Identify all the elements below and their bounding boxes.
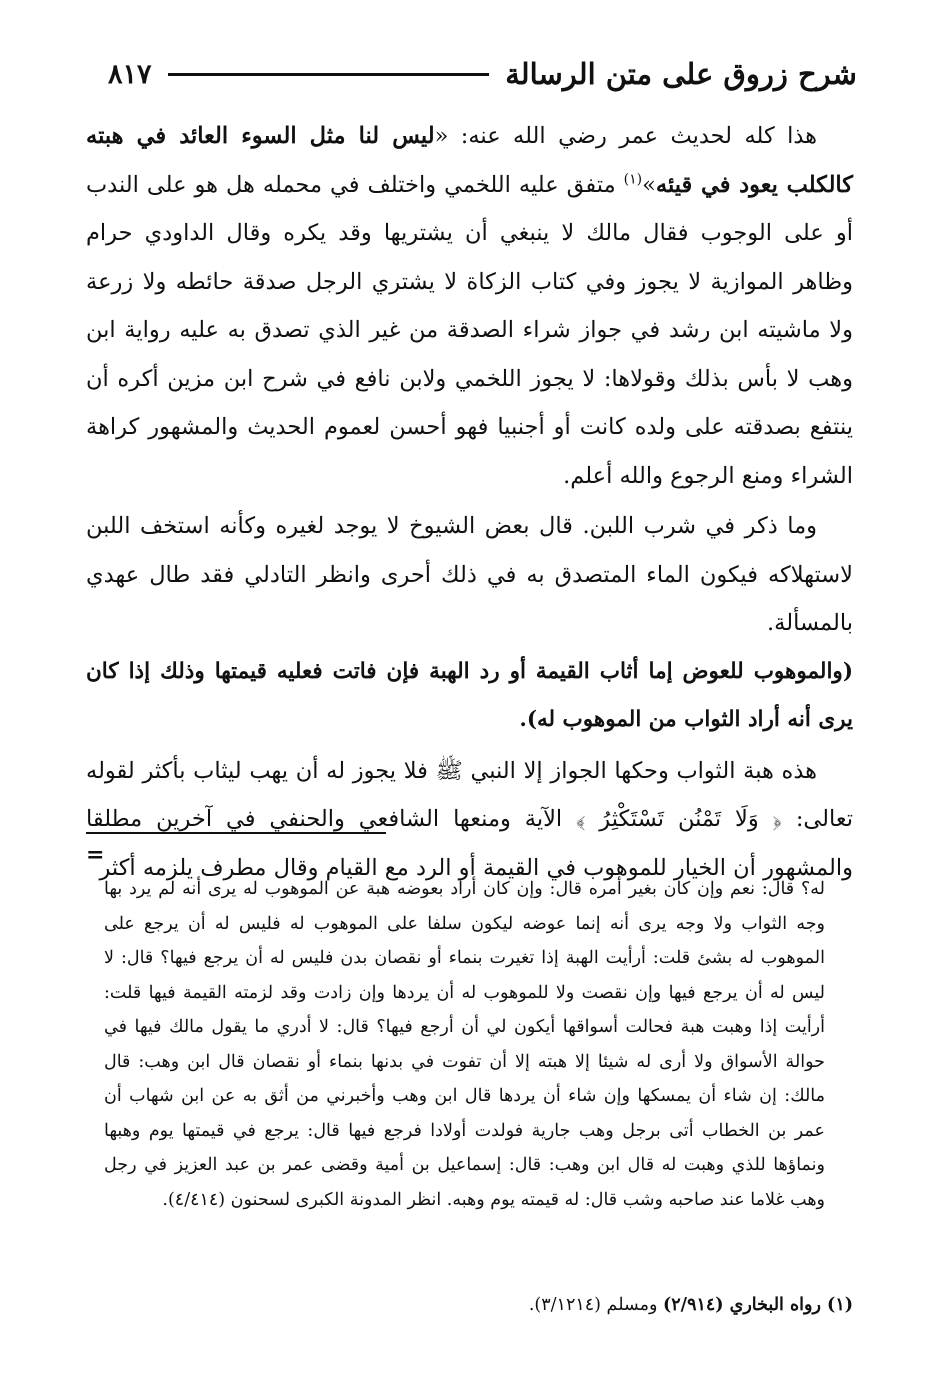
p4-part-b: الآية ومنعها الشافعي والحنفي في آخرين مطلقا والمشهور أن الخيار للموهوب في القيمة أو الرد مع القيام وقال مطرف يلزمه أكثر	[86, 806, 853, 881]
paragraph-commentary-1	[86, 112, 853, 500]
p1-close: »	[642, 171, 656, 198]
p1-intro: هذا كله لحديث عمر رضي الله عنه: «	[434, 123, 818, 149]
p4-part-a: هذه هبة الثواب وحكها الجواز إلا النبي ﷺ فلا يجوز له أن يهب ليثاب بأكثر لقوله تعالى:	[86, 757, 854, 832]
book-title: شرح زروق على متن الرسالة	[505, 57, 857, 91]
matn-text: (والموهوب للعوض إما أثاب القيمة أو رد الهبة فإن فاتت فعليه قيمتها وذلك إذا كان يرى أنه أراد الثواب من الموهوب له).	[86, 658, 853, 732]
quran-verse: ﴿ وَلَا تَمْنُن تَسْتَكْثِرُ ﴾	[576, 806, 782, 832]
footnote-continuation-marker: =	[86, 842, 105, 868]
main-text	[86, 112, 853, 892]
paragraph-commentary-3	[86, 747, 853, 893]
footnote-continued-text: له؟ قال: نعم وإن كان بغير أمره قال: وإن كان أراد بعوضه هبة عن الموهوب له يرى أنه لم يرد بها وجه الثواب ولا وجه يرى أنه إنما عوضه ليكون سلفا على الموهوب له فليس له أن يرجع على الموهوب له بشئ قلت: أرأيت الهبة إذا تغيرت بنماء أو نقصان بدن فليس له أن يرجع فيها؟ قال: لا ليس له أن يرجع فيها وإن نقصت ولا للموهوب له أن يردها وإن زادت وقد لزمته القيمة فيها قلت: أرأيت إذا وهبت هبة فحالت أسواقها أيكون لي أن أرجع فيها؟ قال: لا أدري ما يقول مالك فيها في حوالة الأسواق ولا أرى له شيئا إلا هبته إلا أن تفوت في بدنها بنماء أو نقصان قال ابن وهب: قال مالك: إن شاء أن يمسكها وإن شاء أن يردها قال ابن وهب وأخبرني من أثق به عن ابن شهاب أن عمر بن الخطاب أتى برجل وهب جارية فولدت أولادا فرجع فيها قال: يرجع في قيمتها يوم وهبها ونماؤها للذي وهبت له قال ابن وهب: قال: إسماعيل بن أمية وقضى عمر بن عبد العزيز في رجل وهب غلاما عند صاحبه وشب قال: له قيمته يوم وهبه. انظر المدونة الكبرى لسحنون (٤/٤١٤).	[104, 879, 825, 1210]
footnotes-section	[104, 872, 825, 1217]
footnote-1-rest: ومسلم (٣/١٢١٤).	[528, 1295, 663, 1315]
footnote-separator	[86, 832, 386, 834]
footnote-ref-1[interactable]: (١)	[623, 171, 643, 187]
page-number: ٨١٧	[108, 58, 152, 90]
p1-rest: متفق عليه اللخمي واختلف في محمله هل هو على الندب أو على الوجوب فقال مالك لا ينبغي أن يشتريها وقد يكره وقال الداودي حرام وظاهر الموازية لا يجوز وفي كتاب الزكاة لا يشتري الرجل صدقة حائطه ولا زرعة ولا ماشيته ابن رشد في جواز شراء الصدقة من غير الذي تصدق به عليه رواية ابن وهب لا بأس بذلك وقولاها: لا يجوز اللخمي ولابن نافع في شرح ابن مزين أكره أن ينتفع بصدقته على ولده كانت أو أجنبيا فهو أحسن لعموم الحديث والمشهور كراهة الشراء ومنع الرجوع والله أعلم.	[86, 171, 853, 489]
header-rule	[168, 73, 490, 76]
footnote-1-label: (١) رواه البخاري (٢/٩١٤)	[663, 1295, 853, 1315]
footnote-1	[104, 1290, 853, 1320]
page-header	[108, 52, 857, 96]
paragraph-commentary-2: وما ذكر في شرب اللبن. قال بعض الشيوخ لا يوجد لغيره وكأنه استخف اللبن لاستهلاكه فيكون الماء المتصدق به في ذلك أحرى وانظر التادلي فقد طال عهدي بالمسألة.	[86, 513, 853, 636]
hadith-quote: ليس لنا مثل السوء العائد في هبته كالكلب يعود في قيئه	[86, 123, 853, 198]
